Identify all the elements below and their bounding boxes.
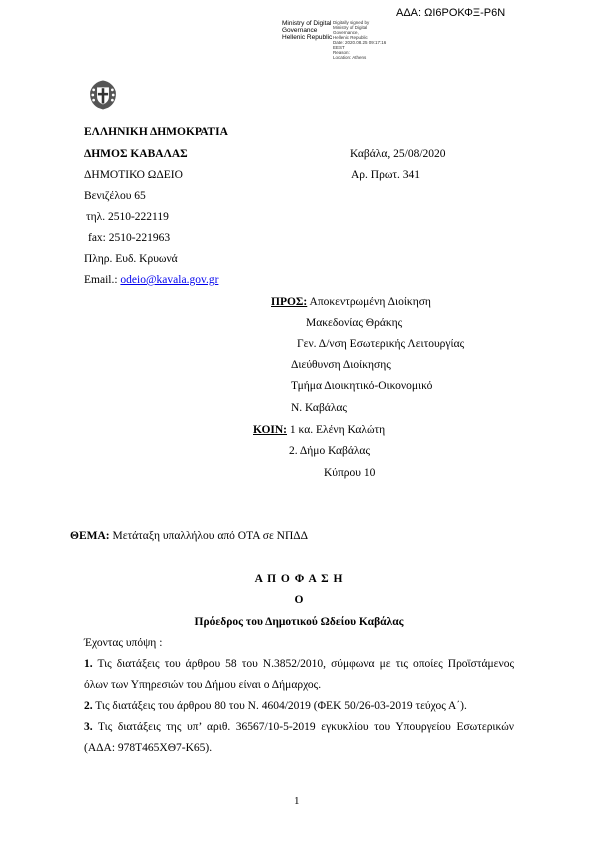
signature-ministry-line: Ministry of Digital xyxy=(282,20,332,27)
consideration-item xyxy=(84,696,514,717)
item-number: 2. xyxy=(84,700,93,712)
to-line xyxy=(271,296,431,308)
considerations xyxy=(84,633,514,759)
email-label: Email.: xyxy=(84,274,121,286)
address: Βενιζέλου 65 xyxy=(84,190,146,202)
municipality-title: ΔΗΜΟΣ ΚΑΒΑΛΑΣ xyxy=(84,148,188,160)
signature-detail-line: EEST xyxy=(333,45,345,50)
signature-ministry xyxy=(282,20,332,41)
page-number: 1 xyxy=(294,795,300,807)
cc-recipient-line: 2. Δήμο Καβάλας xyxy=(289,445,370,457)
recipient-line: Τμήμα Διοικητικό-Οικονομικό xyxy=(291,380,433,392)
protocol-number: Αρ. Πρωτ. 341 xyxy=(351,169,421,181)
greek-emblem-icon xyxy=(86,78,120,112)
signature-detail-line: Reason: xyxy=(333,50,350,55)
republic-title: ΕΛΛΗΝΙΚΗ ΔΗΜΟΚΡΑΤΙΑ xyxy=(84,126,228,138)
department-name: ΔΗΜΟΤΙΚΟ ΩΔΕΙΟ xyxy=(84,169,183,181)
item-text: Τις διατάξεις της υπ’ αριθ. 36567/10-5-2019 εγκυκλίου του Υπουργείου Εσωτερικών (ΑΔΑ: 978Τ465ΧΘ7-Κ65). xyxy=(84,721,514,754)
fax: fax: 2510-221963 xyxy=(88,232,171,244)
info-contact: Πληρ. Ευδ. Κρυωνά xyxy=(84,253,178,265)
cc-line xyxy=(253,424,385,436)
phone: τηλ. 2510-222119 xyxy=(86,211,169,223)
recipient-line: Ν. Καβάλας xyxy=(291,402,347,414)
item-text: Τις διατάξεις του άρθρου 80 του Ν. 4604/2019 (ΦΕΚ 50/26-03-2019 τεύχος Α΄). xyxy=(92,700,467,712)
recipient-line: Μακεδονίας Θράκης xyxy=(306,317,403,329)
email-link[interactable]: odeio@kavala.gov.gr xyxy=(120,274,219,286)
decision-issuer: Πρόεδρος του Δημοτικού Ωδείου Καβάλας xyxy=(194,616,404,628)
to-label: ΠΡΟΣ: xyxy=(271,296,308,308)
email-line xyxy=(84,274,218,286)
signature-detail-line: Hellenic Republic xyxy=(333,35,368,40)
signature-detail-line: Location: Athens xyxy=(333,55,367,60)
recipient-line: Αποκεντρωμένη Διοίκηση xyxy=(309,296,431,308)
decision-title: Α Π Ο Φ Α Σ Η xyxy=(254,573,344,585)
item-text: Τις διατάξεις του άρθρου 58 του Ν.3852/2010, σύμφωνα με τις οποίες Προϊστάμενος όλων των Υπηρεσιών του Δήμου είναι ο Δήμαρχος. xyxy=(84,658,514,691)
consideration-item xyxy=(84,717,514,759)
ada-code: ΑΔΑ: ΩΙ6ΡΟΚΦΞ-Ρ6Ν xyxy=(396,7,506,19)
item-number: 1. xyxy=(84,658,93,670)
item-number: 3. xyxy=(84,721,93,733)
cc-recipient-line: 1 κα. Ελένη Καλώτη xyxy=(289,424,386,436)
recipient-line: Γεν. Δ/νση Εσωτερικής Λειτουργίας xyxy=(297,338,465,350)
subject-label: ΘΕΜΑ: xyxy=(70,530,110,542)
signature-detail-line: Ministry of Digital xyxy=(333,25,368,30)
signature-detail-line: Digitally signed by xyxy=(333,20,370,25)
consideration-item xyxy=(84,654,514,696)
signature-details xyxy=(333,20,386,60)
place-date: Καβάλα, 25/08/2020 xyxy=(350,148,446,160)
signature-ministry-line: Governance xyxy=(282,27,318,34)
signature-ministry-line: Hellenic Republic xyxy=(282,34,333,41)
signature-detail-line: Governance, xyxy=(333,30,359,35)
decision-article: Ο xyxy=(294,594,304,606)
cc-label: ΚΟΙΝ: xyxy=(253,424,288,436)
considerations-intro: Έχοντας υπόψη : xyxy=(84,637,163,649)
recipient-line: Διεύθυνση Διοίκησης xyxy=(291,359,391,371)
subject-text: Μετάταξη υπαλλήλου από ΟΤΑ σε ΝΠΔΔ xyxy=(109,530,309,542)
signature-detail-line: Date: 2020.08.25 09:17:16 xyxy=(333,40,387,45)
cc-recipient-line: Κύπρου 10 xyxy=(324,467,376,479)
subject-line xyxy=(70,530,308,542)
